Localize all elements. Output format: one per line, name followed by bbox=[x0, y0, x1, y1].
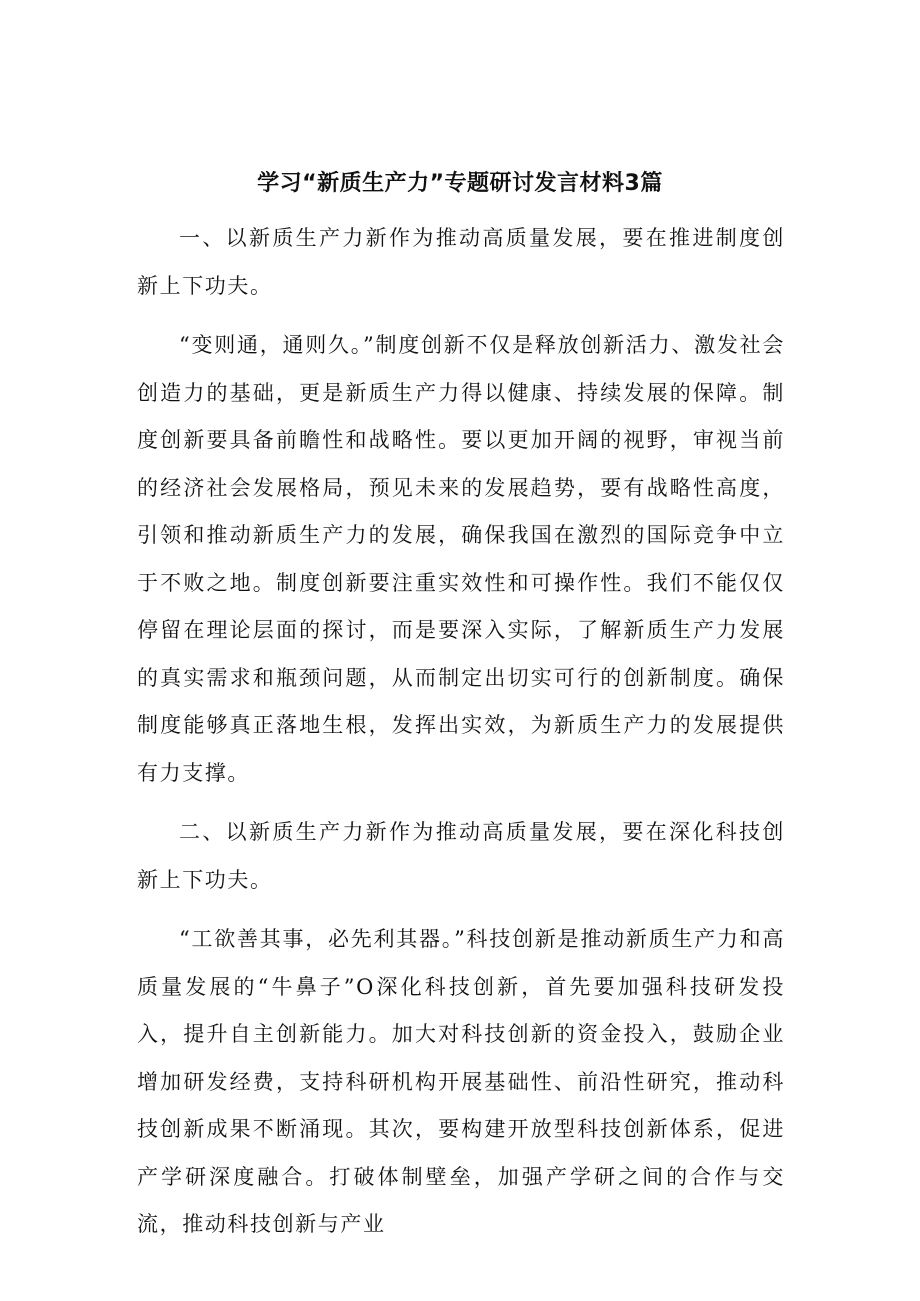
section-paragraph-2: “工欲善其事，必先利其器。”科技创新是推动新质生产力和高质量发展的“牛鼻子”O深化科技创新，首先要加强科技研发投入，提升自主创新能力。加大对科技创新的资金投入，鼓励企业增加研发经费，支持科研机构开展基础性、前沿性研究，推动科技创新成果不断涌现。其次，要构建开放型科技创新体系，促进产学研深度融合。打破体制壁垒，加强产学研之间的合作与交流，推动科技创新与产业 bbox=[137, 927, 785, 1236]
document-title: 学习“新质生产力”专题研讨发言材料3篇 bbox=[257, 171, 663, 196]
section-heading-1: 一、以新质生产力新作为推动高质量发展，要在推进制度创新上下功夫。 bbox=[137, 226, 785, 298]
document-body bbox=[137, 215, 785, 1261]
section-heading-2: 二、以新质生产力新作为推动高质量发展，要在深化科技创新上下功夫。 bbox=[137, 820, 785, 892]
section-paragraph-1: “变则通，通则久。”制度创新不仅是释放创新活力、激发社会创造力的基础，更是新质生产力得以健康、持续发展的保障。制度创新要具备前瞻性和战略性。要以更加开阔的视野，审视当前的经济社会发展格局，预见未来的发展趋势，要有战略性高度，引领和推动新质生产力的发展，确保我国在激烈的国际竞争中立于不败之地。制度创新要注重实效性和可操作性。我们不能仅仅停留在理论层面的探讨，而是要深入实际，了解新质生产力发展的真实需求和瓶颈问题，从而制定出切实可行的创新制度。确保制度能够真正落地生根，发挥出实效，为新质生产力的发展提供有力支撑。 bbox=[137, 333, 785, 785]
